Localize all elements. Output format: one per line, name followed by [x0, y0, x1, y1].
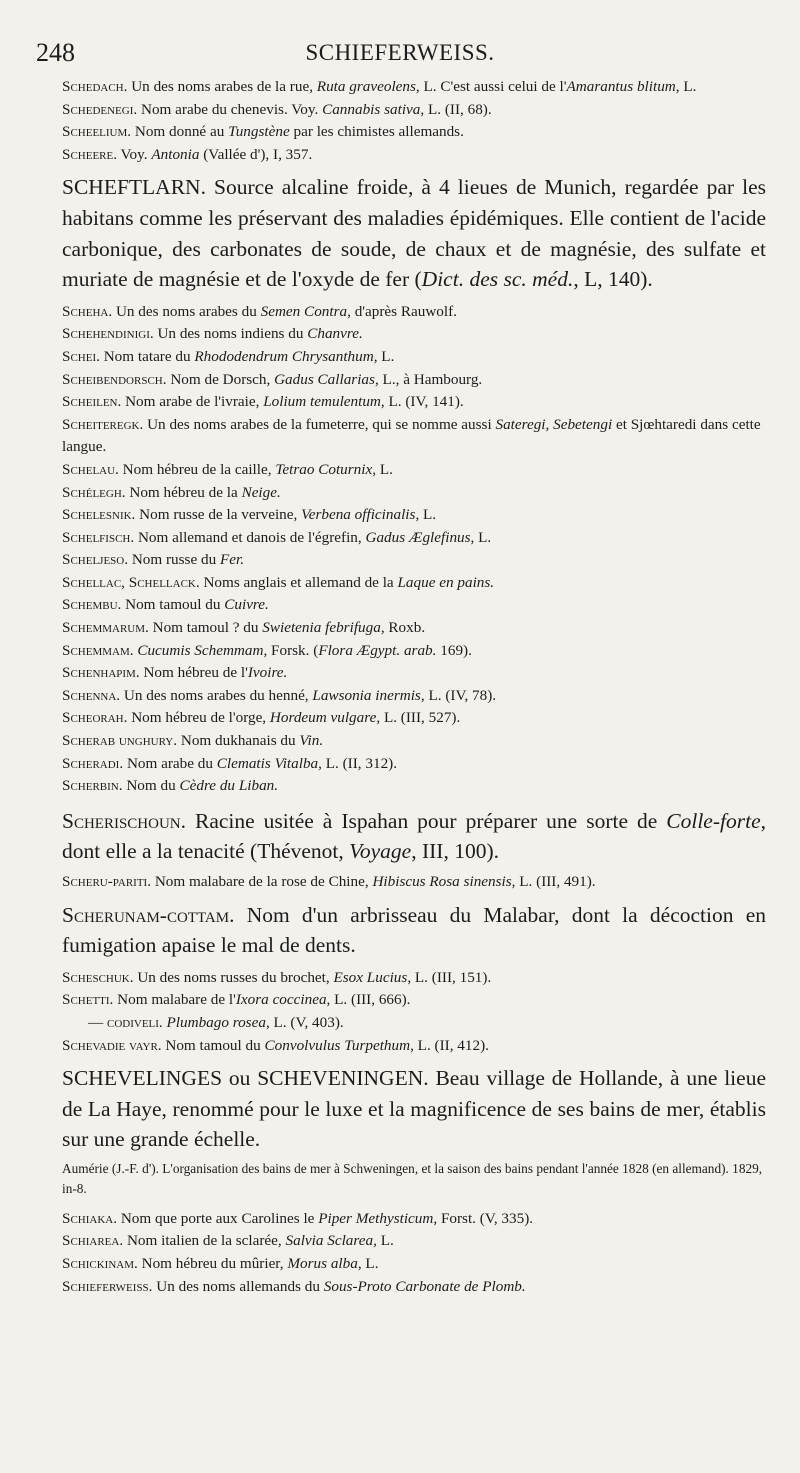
entry-headword: Schetti. — [62, 991, 114, 1009]
entry-schei — [62, 346, 766, 369]
entry-italic: Neige. — [241, 483, 281, 501]
entry-text: Noms anglais et allemand de la — [199, 573, 398, 591]
entry-schehendinigi — [62, 323, 766, 346]
entry-italic: Tetrao Coturnix — [275, 460, 373, 478]
entry-text: Nom russe du — [128, 551, 220, 569]
entry-scheere — [62, 144, 766, 167]
entry-text: , L. (II, 312). — [318, 754, 398, 772]
entry-text: Un des noms arabes de la rue, — [127, 78, 317, 95]
entry-text: Nom arabe du — [123, 754, 217, 772]
entry-italic: Sateregi — [495, 415, 546, 433]
entry-headword: Scheiteregk. — [62, 415, 144, 433]
entry-headword: Schembu. — [62, 596, 122, 614]
entry-italic: Convolvulus Turpethum — [264, 1036, 411, 1054]
entry-italic: Voyage — [349, 839, 412, 864]
entry-text: Un des noms allemands du — [152, 1277, 324, 1295]
entry-headword: Schenna. — [62, 686, 121, 704]
entry-italic: Rhododendrum Chrysanthum — [194, 347, 374, 365]
entry-scheiteregk — [62, 414, 766, 459]
entry-schiaka — [62, 1208, 766, 1231]
entry-text: et Sjœhtaredi dans cette langue. — [62, 415, 761, 456]
entry-text: , L. — [357, 1254, 379, 1272]
entry-italic: Laque en pains. — [397, 573, 495, 591]
entry-text: Nom hébreu de la caille, — [118, 460, 276, 478]
entry-italic: Ruta graveolens — [316, 78, 416, 95]
entry-schetti-codiveli — [62, 1012, 766, 1035]
entry-text: , L. — [373, 1232, 394, 1250]
entry-headword: Schemmam. — [62, 641, 134, 659]
entry-text: Un des noms indiens du — [153, 325, 308, 343]
entry-scheschuk — [62, 967, 766, 990]
entry-text: Nom donné au — [131, 123, 229, 141]
entry-scheru-pariti — [62, 871, 766, 894]
entry-text: , Forsk. ( — [263, 641, 319, 659]
entry-text: 169). — [436, 641, 472, 659]
entry-text: Nom hébreu du mûrier, — [137, 1254, 288, 1272]
entry-scherunam-cottam — [62, 900, 766, 961]
entry-scheorah — [62, 707, 766, 730]
entry-italic: Cucumis Schemmam — [137, 641, 264, 659]
entry-italic: Hibiscus Rosa sinensis — [372, 873, 512, 890]
entry-text: , L. — [470, 528, 492, 546]
entry-schevelinges — [62, 1063, 766, 1155]
entry-text: Beau village de Hollande, à une lieue de La Haye, renommé pour le luxe et la magnificence de ses bains de mer, établis sur une grande échelle. — [62, 1066, 766, 1152]
entry-text: , L. (III, 151). — [407, 968, 492, 986]
entry-schemmam — [62, 640, 766, 663]
entry-italic: Chanvre. — [307, 325, 363, 343]
entry-text: , L, 140). — [573, 267, 653, 292]
entry-headword: Schemmarum. — [62, 619, 149, 637]
entry-italic: Clematis Vitalba — [216, 754, 319, 772]
entry-headword: Aumérie (J.-F. d'). — [62, 1160, 159, 1176]
entry-headword: Scheru-pariti. — [62, 873, 152, 890]
entry-schelesnik — [62, 504, 766, 527]
entry-headword: Scheorah. — [62, 709, 128, 727]
entry-text: Source alcaline froide, à 4 lieues de Munich, regardée par les habitans comme les préservant des maladies épidémiques. Elle contient de l'acide carbonique, des carbonates de soude, de chaux et de magnésie, des sulfate et muriate de magnésie et de l'oxyde de fer ( — [62, 175, 766, 292]
entry-text: , L. (III, 666). — [326, 991, 411, 1009]
entry-headword: Schelesnik. — [62, 506, 136, 524]
entry-italic: Dict. des sc. méd. — [421, 267, 574, 292]
entry-text: , L. — [372, 460, 393, 478]
entry-headword: Schélegh. — [62, 483, 126, 501]
entry-headword: Schickinam. — [62, 1254, 138, 1272]
entry-text: , L. (IV, 78). — [420, 686, 497, 704]
entry-italic: Tungstène — [228, 123, 290, 141]
entry-scheradi — [62, 753, 766, 776]
entry-headword: Schevadie vayr. — [62, 1036, 162, 1054]
entry-schenna — [62, 685, 766, 708]
entry-headword: — codiveli. — [88, 1013, 163, 1031]
entry-schedach — [62, 76, 766, 99]
entry-headword: Schiarea. — [62, 1232, 124, 1250]
entry-italic: Cuivre. — [224, 596, 269, 614]
entry-text: , L. (III, 491). — [511, 873, 596, 890]
entry-text: Nom tatare du — [99, 347, 195, 365]
entry-italic: Hordeum vulgare — [269, 709, 377, 727]
entry-italic: Sous-Proto Carbonate de Plomb. — [323, 1277, 526, 1295]
entry-scheftlarn — [62, 172, 766, 294]
entry-italic: Antonia — [151, 145, 200, 163]
entry-text: , III, 100). — [411, 839, 499, 864]
entry-text: , L. — [373, 347, 395, 365]
entry-text: Un des noms arabes de la fumeterre, qui se nomme aussi — [143, 415, 496, 433]
entry-text: Nom arabe du chenevis. Voy. — [137, 100, 323, 118]
entry-italic: Esox Lucius — [333, 968, 408, 986]
entry-italic: Piper Methysticum — [318, 1209, 434, 1227]
entry-headword: Scheha. — [62, 302, 113, 320]
entry-schembu — [62, 594, 766, 617]
entry-text: par les chimistes allemands. — [289, 123, 464, 141]
entry-italic: Morus alba — [287, 1254, 358, 1272]
entry-headword: Scheschuk. — [62, 968, 134, 986]
entry-italic: Verbena officinalis — [301, 506, 416, 524]
page-number: 248 — [36, 38, 75, 67]
dictionary-entries — [62, 76, 766, 1298]
entry-headword: Schei. — [62, 347, 100, 365]
entry-text: , L. — [675, 78, 697, 95]
entry-headword: Scheljeso. — [62, 551, 129, 569]
entry-headword: Scheere. — [62, 145, 118, 163]
entry-headword: Scherab unghury. — [62, 732, 178, 750]
entry-text: , L. (IV, 141). — [380, 393, 464, 411]
entry-text: Racine usitée à Ispahan pour préparer une sorte de — [186, 808, 667, 833]
entry-text: Nom du — [122, 777, 180, 795]
entry-scherischoun — [62, 806, 766, 867]
entry-italic: Cannabis sativa — [322, 100, 421, 118]
entry-headword: Scheilen. — [62, 393, 122, 411]
entry-italic: Lawsonia inermis — [312, 686, 421, 704]
entry-italic: Gadus Callarias — [274, 370, 375, 388]
entry-text: Nom malabare de la rose de Chine, — [151, 873, 373, 890]
entry-italic: Gadus Æglefinus — [365, 528, 471, 546]
entry-italic: Semen Contra — [260, 302, 348, 320]
entry-headword: Schehendinigi. — [62, 325, 154, 343]
entry-text: , L. (III, 527). — [376, 709, 461, 727]
entry-schetti — [62, 989, 766, 1012]
entry-headword: Scherunam-cottam. — [62, 902, 235, 927]
entry-schenhapim — [62, 662, 766, 685]
entry-schevadie-vayr — [62, 1035, 766, 1058]
entry-schemmarum — [62, 617, 766, 640]
entry-italic: Plumbago rosea — [166, 1013, 266, 1031]
entry-schedenegi — [62, 99, 766, 122]
entry-text: Nom hébreu de l' — [139, 664, 248, 682]
entry-italic: Salvia Sclarea — [285, 1232, 374, 1250]
entry-scheljeso — [62, 549, 766, 572]
entry-text: Nom de Dorsch, — [166, 370, 275, 388]
entry-headword: Schieferweiss. — [62, 1277, 153, 1295]
running-head: SCHIEFERWEISS. — [305, 40, 495, 65]
entry-headword: Schedach. — [62, 78, 128, 95]
entry-headword: Schedenegi. — [62, 100, 138, 118]
entry-text: , L. — [415, 506, 437, 524]
entry-italic: Fer. — [220, 551, 245, 569]
entry-text: Nom hébreu de la — [125, 483, 242, 501]
entry-headword: Schenhapim. — [62, 664, 140, 682]
entry-text: , L., à Hambourg. — [374, 370, 483, 388]
entry-headword: SCHEFTLARN. — [62, 175, 206, 200]
entry-text: Nom arabe de l'ivraie, — [121, 393, 264, 411]
entry-text: , Forst. (V, 335). — [433, 1209, 534, 1227]
entry-schickinam — [62, 1253, 766, 1276]
entry-headword: Scheelium. — [62, 123, 132, 141]
entry-italic: Ixora coccinea — [235, 991, 327, 1009]
entry-scheelium — [62, 121, 766, 144]
entry-text: Nom italien de la sclarée, — [123, 1232, 286, 1250]
entry-italic: Ivoire. — [247, 664, 288, 682]
entry-italic: Vin. — [299, 732, 324, 750]
entry-italic: Colle-forte — [666, 808, 761, 833]
entry-italic: Flora Ægypt. arab. — [318, 641, 437, 659]
entry-headword: Schelfisch. — [62, 528, 135, 546]
page-header — [0, 38, 800, 72]
entry-text: Nom d'un arbrisseau du Malabar, dont la décoction en fumigation apaise le mal de dents. — [62, 902, 766, 958]
entry-text: , Roxb. — [380, 619, 426, 637]
entry-headword: Scherbin. — [62, 777, 123, 795]
entry-text: Un des noms arabes du henné, — [120, 686, 313, 704]
entry-italic: Amarantus blitum — [566, 78, 676, 95]
entry-text: Un des noms russes du brochet, — [133, 968, 334, 986]
entry-text: (Vallée d'), I, 357. — [199, 145, 313, 163]
entry-schellac — [62, 572, 766, 595]
entry-text: Nom hébreu de l'orge, — [127, 709, 270, 727]
entry-scheibendorsch — [62, 369, 766, 392]
entry-headword: Schiaka. — [62, 1209, 118, 1227]
entry-scheilen — [62, 391, 766, 414]
entry-text: Nom russe de la verveine, — [135, 506, 302, 524]
entry-headword: SCHEVELINGES ou SCHEVENINGEN. — [62, 1066, 429, 1091]
entry-text: , L. C'est aussi celui de l' — [415, 78, 567, 95]
entry-scherab-unghury — [62, 730, 766, 753]
entry-headword: Schellac, Schellack. — [62, 573, 200, 591]
entry-text: L'organisation des bains de mer à Schweningen, et la saison des bains pendant l'année 1828 (en allemand). 1829, in-8. — [62, 1160, 763, 1197]
entry-text: Nom malabare de l' — [113, 991, 236, 1009]
entry-text: Nom tamoul du — [121, 596, 225, 614]
entry-text: Nom allemand et danois de l'égrefin, — [134, 528, 366, 546]
entry-text: , d'après Rauwolf. — [347, 302, 457, 320]
entry-text: , L. (V, 403). — [265, 1013, 344, 1031]
entry-text: Nom tamoul ? du — [148, 619, 263, 637]
entry-schelau — [62, 459, 766, 482]
entry-scheha — [62, 301, 766, 324]
entry-text: , L. (II, 68). — [420, 100, 492, 118]
entry-text: Un des noms arabes du — [112, 302, 261, 320]
entry-headword: Scheibendorsch. — [62, 370, 167, 388]
entry-schieferweiss — [62, 1276, 766, 1299]
entry-schelegh — [62, 482, 766, 505]
entry-headword: Scherischoun. — [62, 808, 187, 833]
entry-text: , dont elle a la tenacité (Thévenot, — [62, 808, 766, 864]
entry-scherbin — [62, 775, 766, 798]
entry-text: Nom tamoul du — [161, 1036, 265, 1054]
entry-schiarea — [62, 1230, 766, 1253]
entry-text: Nom que porte aux Carolines le — [117, 1209, 319, 1227]
entry-reference-aumerie — [62, 1159, 766, 1200]
entry-italic: Lolium temulentum — [263, 393, 381, 411]
entry-text: , L. (II, 412). — [410, 1036, 489, 1054]
entry-headword: Scheradi. — [62, 754, 124, 772]
entry-headword: Schelau. — [62, 460, 119, 478]
entry-text: Nom dukhanais du — [177, 732, 300, 750]
entry-italic: Swietenia febrifuga — [262, 619, 381, 637]
entry-text: Voy. — [117, 145, 152, 163]
entry-italic: Cèdre du Liban. — [179, 777, 279, 795]
entry-schelfisch — [62, 527, 766, 550]
entry-text: , — [545, 415, 554, 433]
entry-italic: Sebetengi — [553, 415, 613, 433]
